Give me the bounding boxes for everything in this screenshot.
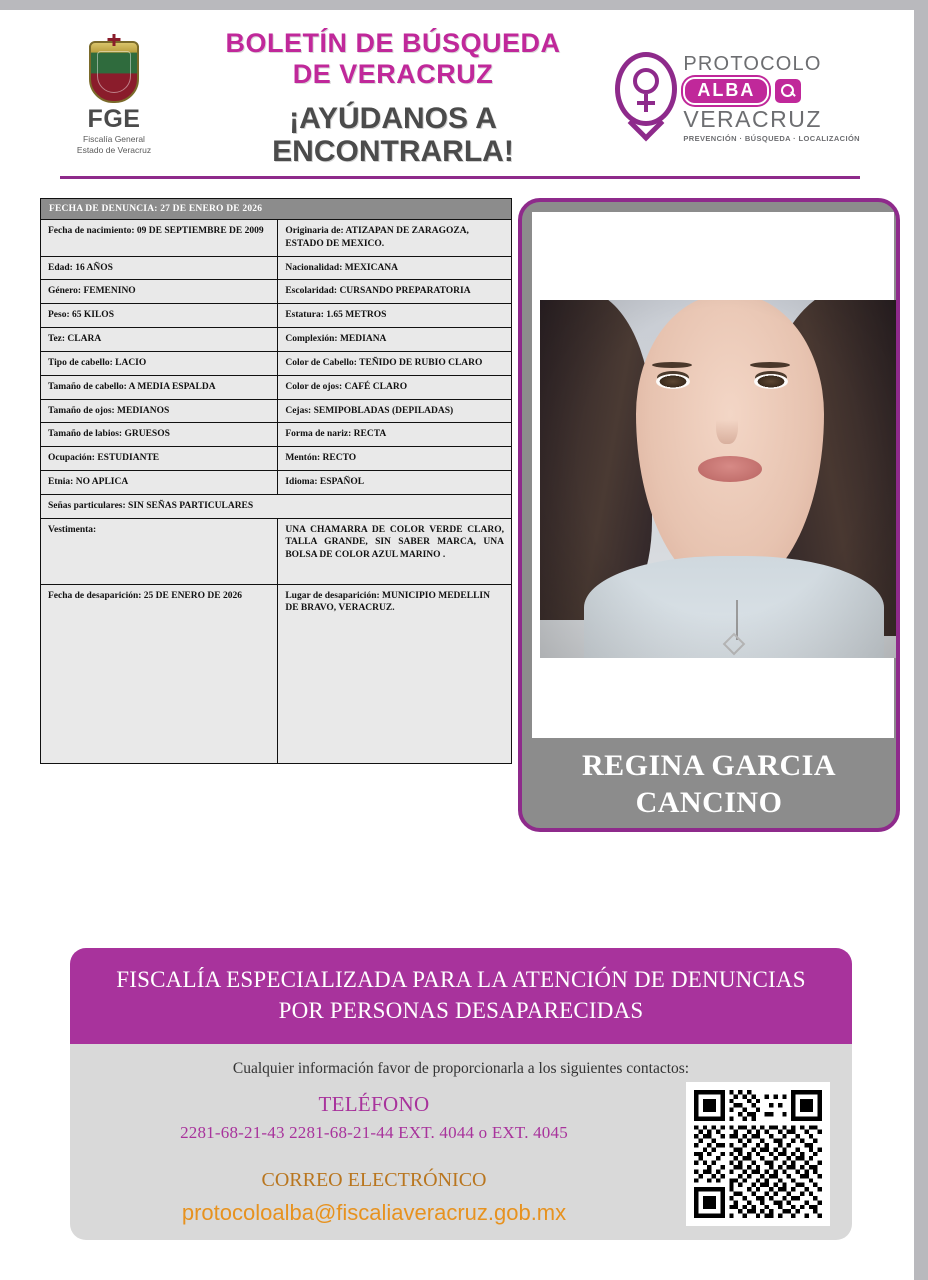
- weight-cell: Peso: 65 KILOS: [41, 304, 278, 327]
- photo-frame: [532, 212, 894, 738]
- build-cell: Complexión: MEDIANA: [285, 334, 387, 345]
- title-line-1: BOLETÍN DE BÚSQUEDA: [225, 27, 561, 58]
- poster-header: [60, 28, 860, 168]
- fge-subtitle-line-1: Fiscalía General: [83, 133, 145, 144]
- alba-line-1: PROTOCOLO: [683, 52, 822, 75]
- fge-acronym: FGE: [87, 104, 141, 133]
- height-cell: Estatura: 1.65 METROS: [285, 310, 387, 321]
- email-address[interactable]: protocoloalba@fiscaliaveracruz.gob.mx: [181, 1200, 567, 1226]
- distinguishing-marks-cell: Señas particulares: SIN SEÑAS PARTICULARES: [48, 500, 254, 511]
- table-row: [41, 495, 511, 519]
- person-name: REGINA GARCIA CANCINO: [581, 748, 837, 819]
- table-row: [41, 257, 511, 281]
- missing-person-photo: [540, 300, 900, 658]
- top-margin-strip: [0, 0, 928, 10]
- poster-title-block: [174, 28, 612, 168]
- table-row: [41, 519, 511, 585]
- office-banner: FISCALÍA ESPECIALIZADA PARA LA ATENCIÓN DE DENUNCIAS POR PERSONAS DESAPARECIDAS: [70, 948, 852, 1044]
- education-cell: Escolaridad: CURSANDO PREPARATORIA: [285, 286, 471, 297]
- complaint-date-header: FECHA DE DENUNCIA: 27 DE ENERO DE 2026: [41, 199, 511, 220]
- title-line-3: ¡AYÚDANOS A ENCONTRARLA!: [272, 102, 514, 169]
- gender-cell: Género: FEMENINO: [41, 280, 278, 303]
- origin-cell: Originaria de: ATIZAPAN DE ZARAGOZA, ESTADO DE MEXICO.: [285, 226, 469, 249]
- ethnicity-cell: Etnia: NO APLICA: [41, 471, 278, 494]
- protocolo-alba-logo: [612, 52, 860, 144]
- contact-block: [70, 1044, 852, 1240]
- right-margin-strip: [914, 0, 928, 1280]
- table-row: [41, 447, 511, 471]
- qr-code[interactable]: [686, 1082, 830, 1226]
- table-row: [41, 400, 511, 424]
- hair-length-cell: Tamaño de cabello: A MEDIA ESPALDA: [41, 376, 278, 399]
- lips-cell: Tamaño de labios: GRUESOS: [41, 423, 278, 446]
- phone-numbers: 2281-68-21-43 2281-68-21-44 EXT. 4044 o EXT. 4045: [180, 1123, 568, 1143]
- location-pin-venus-icon: [615, 52, 677, 144]
- nose-cell: Forma de nariz: RECTA: [285, 429, 387, 440]
- table-row: [41, 376, 511, 400]
- language-cell: Idioma: ESPAÑOL: [285, 476, 365, 487]
- contact-note: Cualquier información favor de proporcionarla a los siguientes contactos:: [232, 1060, 690, 1078]
- clothing-label-cell: Vestimenta:: [41, 519, 278, 584]
- coat-of-arms-icon: [89, 41, 139, 103]
- fge-logo: [60, 41, 168, 155]
- table-row: [41, 585, 511, 763]
- disappearance-date-cell: Fecha de desaparición: 25 DE ENERO DE 2026: [41, 585, 278, 763]
- eyebrows-cell: Cejas: SEMIPOBLADAS (DEPILADAS): [285, 405, 454, 416]
- nationality-cell: Nacionalidad: MEXICANA: [285, 262, 399, 273]
- fge-subtitle: [77, 134, 151, 155]
- phone-label: TELÉFONO: [318, 1092, 430, 1117]
- eye-size-cell: Tamaño de ojos: MEDIANOS: [41, 400, 278, 423]
- clothing-value-cell: UNA CHAMARRA DE COLOR VERDE CLARO, TALLA GRANDE, SIN SABER MARCA, UNA BOLSA DE COLOR AZUL MARINO .: [285, 524, 504, 561]
- age-cell: Edad: 16 AÑOS: [41, 257, 278, 280]
- skin-cell: Tez: CLARA: [41, 328, 278, 351]
- photo-card: [518, 198, 900, 832]
- person-data-table: [40, 198, 512, 764]
- person-name-band: [522, 740, 896, 828]
- table-row: [41, 280, 511, 304]
- table-row: [41, 352, 511, 376]
- poster-footer: [70, 948, 852, 1240]
- chin-cell: Mentón: RECTO: [285, 453, 357, 464]
- hair-color-cell: Color de Cabello: TEÑIDO DE RUBIO CLARO: [285, 357, 483, 368]
- contact-details: [94, 1092, 654, 1226]
- alba-line-3: PREVENCIÓN · BÚSQUEDA · LOCALIZACIÓN: [683, 133, 860, 143]
- search-icon: [775, 79, 801, 103]
- alba-line-2: VERACRUZ: [683, 105, 822, 132]
- header-divider: [60, 176, 860, 179]
- qr-code-image: [694, 1090, 822, 1218]
- eye-color-cell: Color de ojos: CAFÉ CLARO: [285, 381, 408, 392]
- disappearance-place-cell: Lugar de desaparición: MUNICIPIO MEDELLIN DE BRAVO, VERACRUZ.: [285, 590, 490, 614]
- table-row: [41, 220, 511, 257]
- table-row: [41, 471, 511, 495]
- email-label: CORREO ELECTRÓNICO: [261, 1169, 487, 1192]
- table-row: [41, 304, 511, 328]
- table-row: [41, 423, 511, 447]
- alba-badge: ALBA: [683, 77, 769, 105]
- birthdate-cell: Fecha de nacimiento: 09 DE SEPTIEMBRE DE 2009: [41, 220, 278, 256]
- occupation-cell: Ocupación: ESTUDIANTE: [41, 447, 278, 470]
- fge-subtitle-line-2: Estado de Veracruz: [76, 144, 152, 155]
- title-line-2: DE VERACRUZ: [292, 59, 494, 89]
- hair-type-cell: Tipo de cabello: LACIO: [41, 352, 278, 375]
- table-row: [41, 328, 511, 352]
